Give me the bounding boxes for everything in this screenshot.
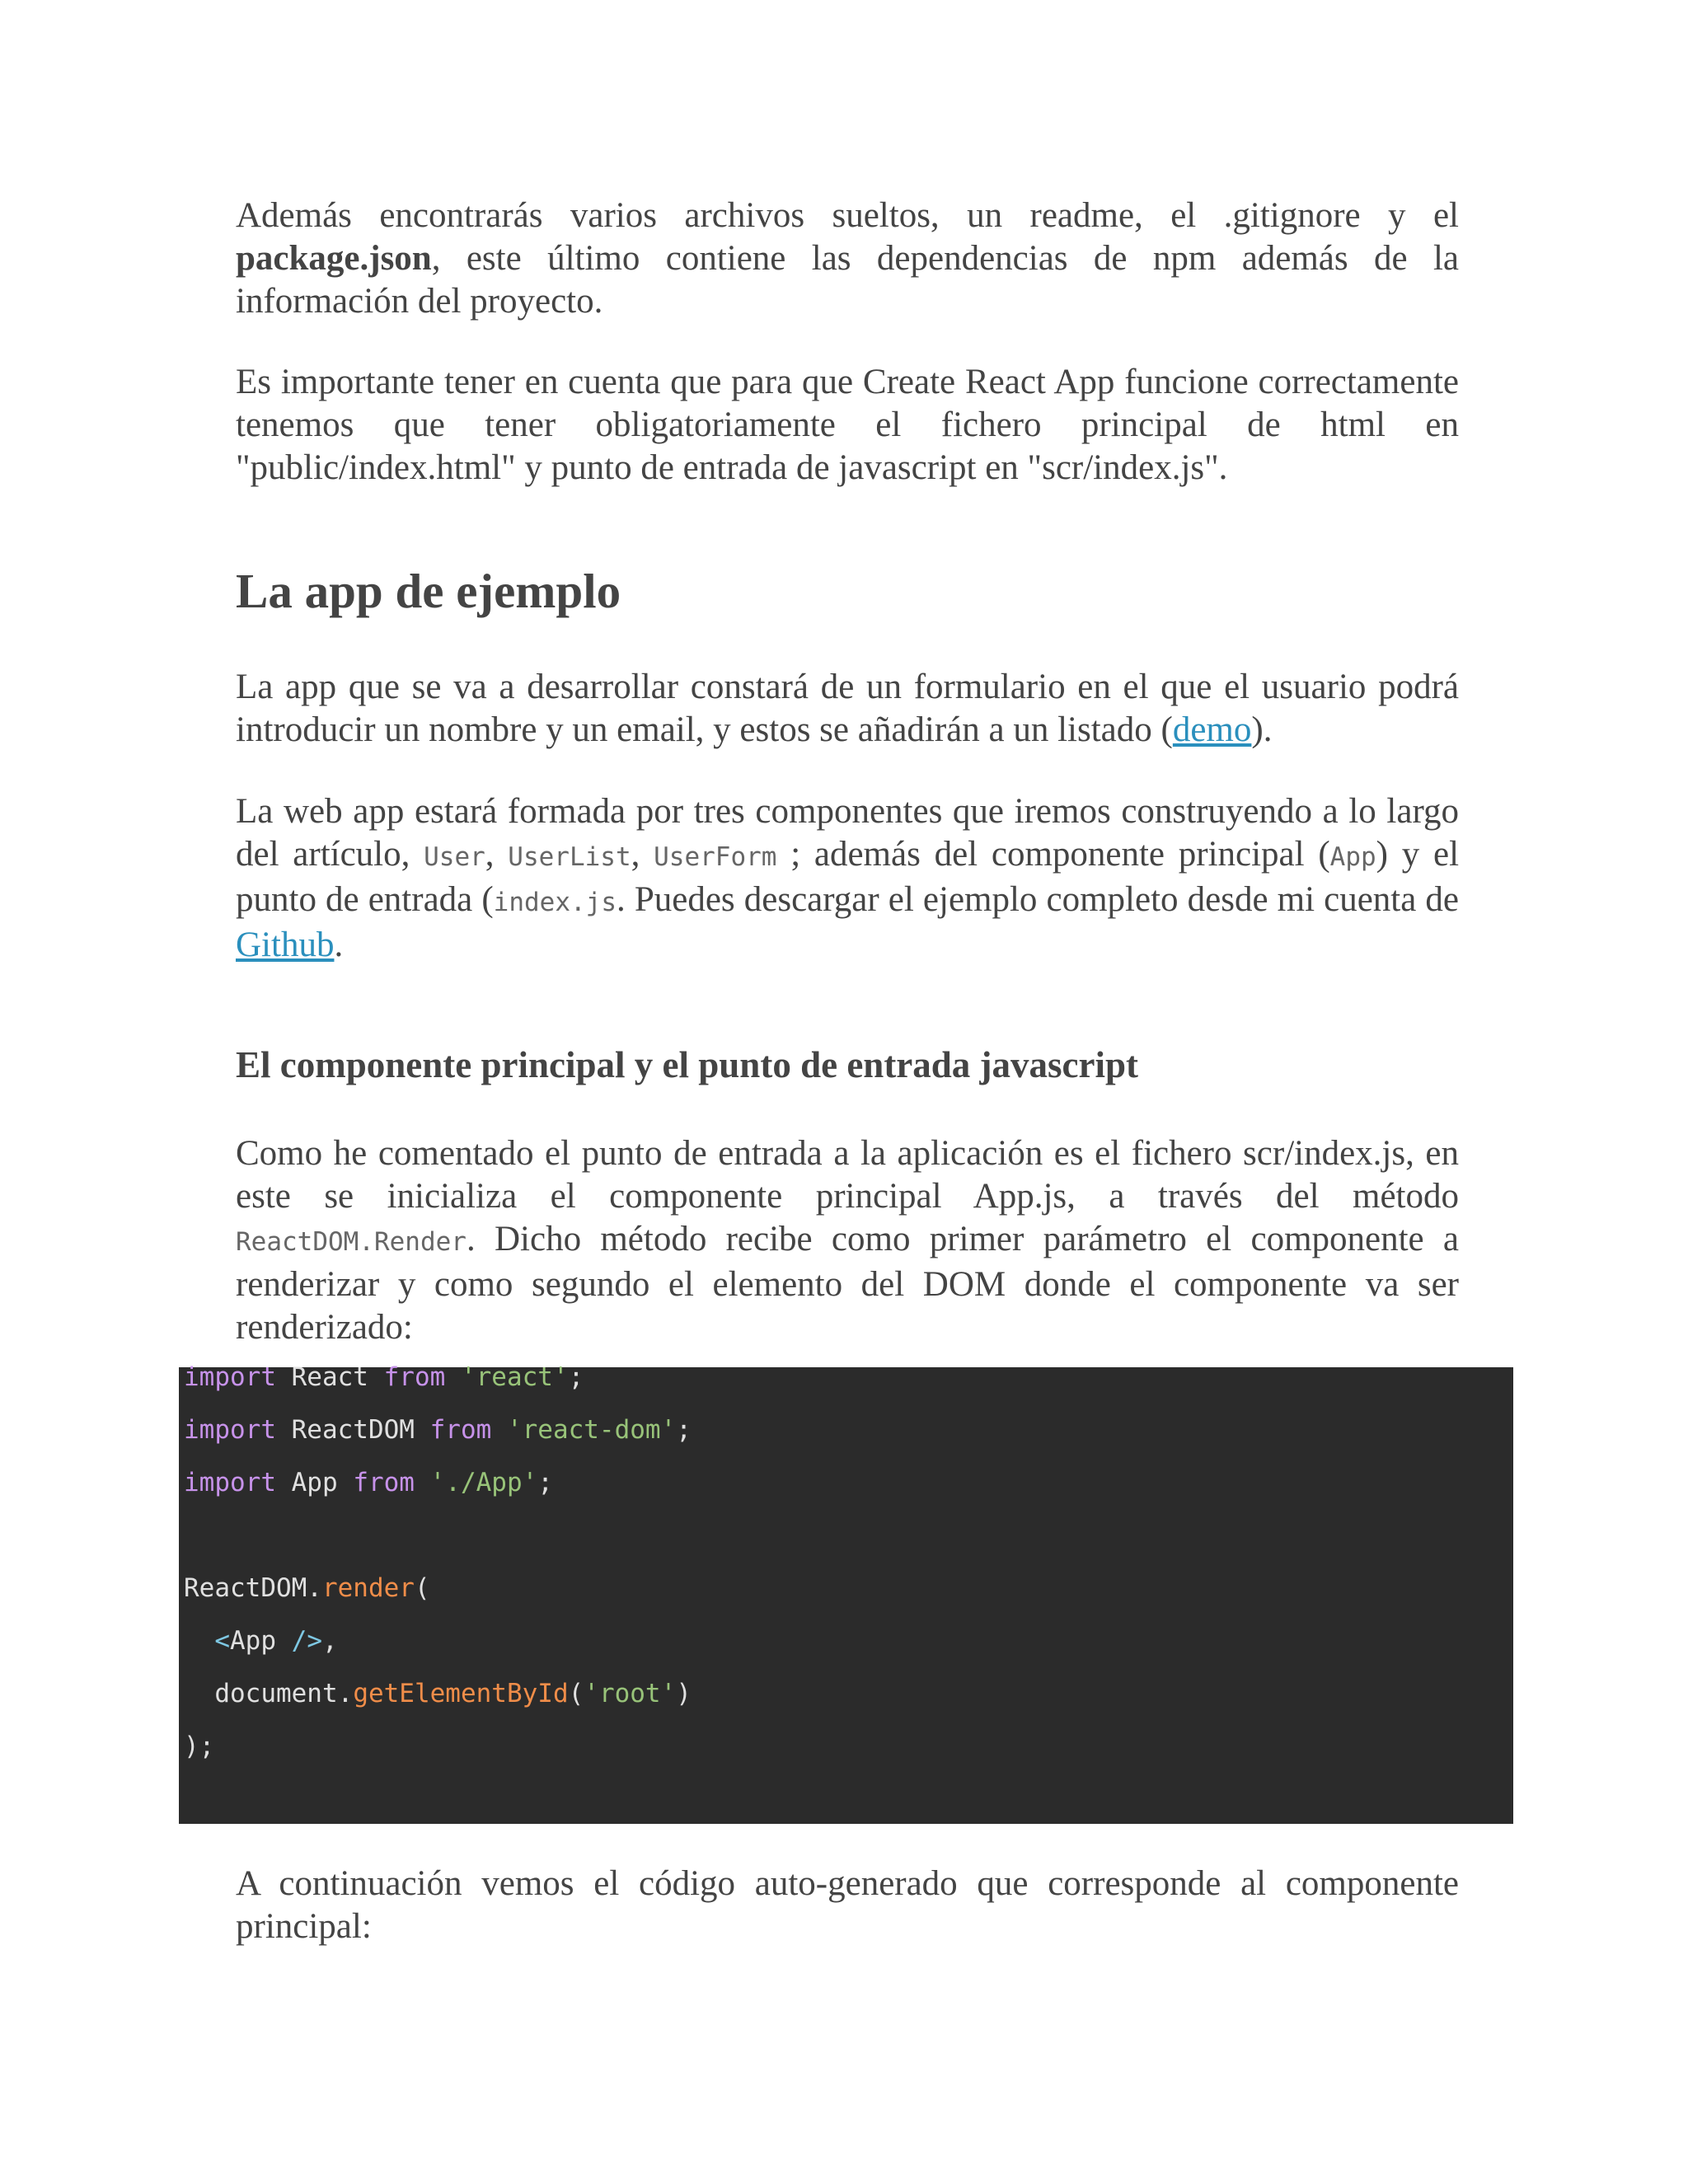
code-line-8: );	[184, 1732, 215, 1761]
code-line-7: document.getElementById('root')	[184, 1679, 692, 1708]
paragraph-text: . Dicho método recibe como primer parámetro el componente a renderizar y como segundo el elemento del DOM donde el componente va ser renderizado:	[236, 1220, 1459, 1347]
code-line-2: import ReactDOM from 'react-dom';	[184, 1415, 692, 1445]
paragraph-text: Como he comentado el punto de entrada a la aplicación es el fichero scr/index.js, en este se inicializa el componente principal App.js, a través del método	[236, 1134, 1459, 1216]
code-block	[179, 1362, 1513, 1824]
paragraph-text: La app que se va a desarrollar constará de un formulario en el que el usuario podrá introducir un nombre y un email, y estos se añadirán a un listado (	[236, 668, 1459, 749]
paragraph-files	[236, 194, 1459, 323]
paragraph-components: La web app estará formada por tres componentes que iremos construyendo a lo largo del artículo, User, UserList, UserForm ; además del componente principal (App) y el punto de entrada (index.js. Puedes descargar el ejemplo completo desde mi cuenta de Github.	[236, 792, 1460, 964]
paragraph-text: La web app estará formada por tres componentes que iremos construyendo a lo largo del artículo,	[236, 792, 1459, 874]
code-line-1: import React from 'react';	[184, 1362, 584, 1392]
code-line-5: ReactDOM.render(	[184, 1573, 430, 1603]
demo-link[interactable]: demo	[1172, 710, 1252, 749]
code-line-3: import App from './App';	[184, 1468, 553, 1497]
inline-code-reactdom-render: ReactDOM.Render	[236, 1227, 467, 1257]
inline-code-user: User	[424, 842, 485, 872]
github-link[interactable]: Github	[236, 926, 335, 964]
inline-code-app: App	[1329, 842, 1376, 872]
paragraph-text: ).	[1251, 710, 1273, 749]
heading-componente-principal: El componente principal y el punto de entrada javascript	[236, 1044, 1139, 1085]
package-json-bold: package.json	[236, 239, 432, 278]
paragraph-auto-generated: A continuación vemos el código auto-generado que corresponde al componente principal:	[236, 1864, 1459, 1946]
paragraph-text: . Puedes descargar el ejemplo completo desde mi cuenta de	[616, 880, 1459, 919]
paragraph-text: ; además del componente principal (	[776, 835, 1330, 874]
section-heading	[236, 562, 1459, 620]
paragraph-create-react-app: Es importante tener en cuenta que para que Create React App funcione correctamente tenemos que tener obligatoriamente el fichero principal de html en "public/index.html" y punto de entrada de javascript en "scr/index.js".	[236, 363, 1459, 487]
inline-code-index-js: index.js	[493, 888, 617, 917]
inline-code-userlist: UserList	[508, 842, 631, 872]
subsection-heading	[236, 1042, 1459, 1088]
paragraph-app-description	[236, 666, 1459, 752]
paragraph-text: Además encontrarás varios archivos sueltos, un readme, el .gitignore y el	[236, 196, 1459, 235]
heading-la-app-de-ejemplo: La app de ejemplo	[236, 564, 621, 618]
paragraph-entry-point	[236, 1132, 1459, 1349]
code-line-6: <App />,	[214, 1626, 338, 1656]
inline-code-userform: UserForm	[654, 842, 777, 872]
paragraph-text: ) y el punto de entrada (	[236, 835, 1460, 919]
paragraph-text: , este último contiene las dependencias de npm además de la información del proyecto.	[236, 239, 1459, 321]
